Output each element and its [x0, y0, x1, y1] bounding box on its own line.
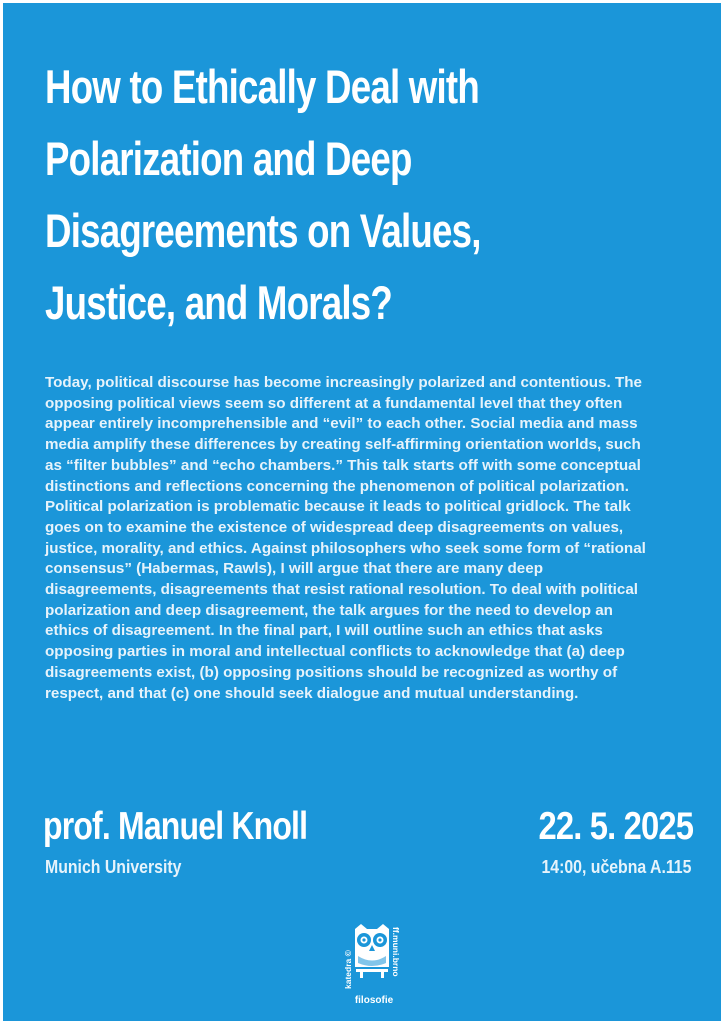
- abstract-line: respect, and that (c) one should seek dialogue and mutual understanding.: [45, 684, 579, 702]
- abstract-line: opposing parties in moral and intellectual conflicts to acknowledge that (a) deep: [45, 643, 625, 661]
- abstract-line: disagreements, disagreements that resist rational resolution. To deal with political: [45, 581, 639, 599]
- abstract-line: distinctions and reflections concerning the phenomenon of political polarization.: [45, 477, 629, 495]
- logo-text-bottom: filosofie: [354, 995, 394, 1006]
- event-time-place: 14:00, učebna A.115: [541, 857, 691, 877]
- abstract-line: appear entirely incomprehensible and “evil” to each other. Social media and mass: [45, 415, 638, 433]
- abstract-line: goes on to examine the existence of widespread deep disagreements on values,: [45, 518, 624, 536]
- event-date: 22. 5. 2025: [538, 805, 693, 848]
- title-line: Justice, and Morals?: [45, 276, 393, 329]
- abstract-line: ethics of disagreement. In the final part, I will outline such an ethics that asks: [45, 622, 603, 640]
- abstract-line: media amplify these differences by creating self-affirming orientation worlds, such: [45, 436, 641, 454]
- department-logo: [342, 923, 406, 1007]
- title-line: Disagreements on Values,: [45, 204, 481, 257]
- abstract-line: polarization and deep disagreement, the talk argues for the need to develop an: [45, 601, 613, 619]
- talk-title: [45, 51, 685, 339]
- speaker-affiliation: Munich University: [45, 857, 182, 877]
- logo-text-left: katedra ©: [343, 950, 353, 989]
- abstract-line: opposing political views seem so different at a fundamental level that they often: [45, 394, 623, 412]
- title-line: Polarization and Deep: [45, 132, 412, 185]
- abstract-line: Today, political discourse has become increasingly polarized and contentious. The: [45, 374, 642, 391]
- logo-text-right: ff.muni.brno: [391, 927, 401, 977]
- abstract-line: Political polarization is problematic because it leads to political gridlock. The talk: [45, 498, 631, 516]
- talk-abstract: [45, 373, 701, 704]
- abstract-line: disagreements exist, (b) opposing positions should be recognized as worthy of: [45, 663, 618, 681]
- poster: [3, 3, 721, 1021]
- title-line: How to Ethically Deal with: [45, 60, 479, 113]
- abstract-line: as “filter bubbles” and “echo chambers.” This talk starts off with some conceptual: [45, 456, 641, 474]
- abstract-line: justice, morality, and ethics. Against philosophers who seek some form of “rational: [45, 539, 646, 557]
- speaker-name: prof. Manuel Knoll: [43, 805, 308, 848]
- owl-logo-icon: [342, 923, 406, 1007]
- abstract-line: consensus” (Habermas, Rawls), I will argue that there are many deep: [45, 560, 543, 578]
